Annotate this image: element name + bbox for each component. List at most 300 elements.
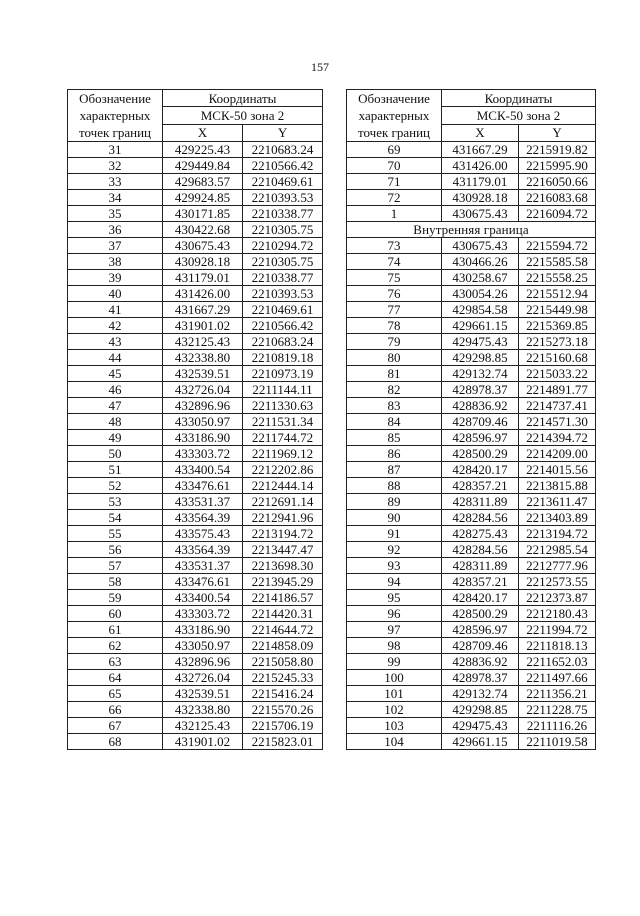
point-number-cell: 91 [347, 526, 442, 542]
table-row [347, 574, 596, 590]
coordinates-table-left [67, 89, 323, 750]
table-row [68, 254, 323, 270]
y-coordinate-cell: 2211531.34 [243, 414, 323, 430]
x-column-header: X [442, 124, 519, 141]
y-coordinate-cell: 2216083.68 [519, 190, 596, 206]
table-row [347, 670, 596, 686]
point-number-cell: 90 [347, 510, 442, 526]
point-number-cell: 94 [347, 574, 442, 590]
y-coordinate-cell: 2215919.82 [519, 142, 596, 158]
x-coordinate-cell: 433476.61 [163, 574, 243, 590]
point-number-cell: 58 [68, 574, 163, 590]
y-coordinate-cell: 2212180.43 [519, 606, 596, 622]
table-row [68, 654, 323, 670]
y-coordinate-cell: 2212373.87 [519, 590, 596, 606]
point-number-cell: 80 [347, 350, 442, 366]
point-number-cell: 62 [68, 638, 163, 654]
table-body [68, 142, 323, 750]
y-coordinate-cell: 2215558.25 [519, 270, 596, 286]
table-row [68, 446, 323, 462]
y-coordinate-cell: 2214420.31 [243, 606, 323, 622]
x-coordinate-cell: 430675.43 [163, 238, 243, 254]
point-number-cell: 54 [68, 510, 163, 526]
point-number-cell: 97 [347, 622, 442, 638]
table-row [347, 158, 596, 174]
point-number-cell: 76 [347, 286, 442, 302]
x-coordinate-cell: 433400.54 [163, 462, 243, 478]
point-number-cell: 102 [347, 702, 442, 718]
point-number-cell: 88 [347, 478, 442, 494]
table-row [347, 414, 596, 430]
table-row [68, 558, 323, 574]
table-row [347, 590, 596, 606]
x-coordinate-cell: 430171.85 [163, 206, 243, 222]
x-coordinate-cell: 429661.15 [442, 734, 519, 750]
table-row [347, 606, 596, 622]
x-coordinate-cell: 433564.39 [163, 542, 243, 558]
y-column-header: Y [243, 124, 323, 141]
y-coordinate-cell: 2215273.18 [519, 334, 596, 350]
x-coordinate-cell: 428311.89 [442, 558, 519, 574]
point-number-cell: 52 [68, 478, 163, 494]
point-number-cell: 100 [347, 670, 442, 686]
y-coordinate-cell: 2215033.22 [519, 366, 596, 382]
point-number-cell: 50 [68, 446, 163, 462]
table-row [68, 206, 323, 222]
y-coordinate-cell: 2212691.14 [243, 494, 323, 510]
point-designation-header: Обозначение характерных точек границ [347, 90, 442, 142]
x-coordinate-cell: 431667.29 [442, 142, 519, 158]
table-row [68, 158, 323, 174]
table-row [68, 142, 323, 158]
x-coordinate-cell: 429225.43 [163, 142, 243, 158]
y-coordinate-cell: 2211497.66 [519, 670, 596, 686]
point-number-cell: 66 [68, 702, 163, 718]
y-coordinate-cell: 2214644.72 [243, 622, 323, 638]
point-number-cell: 48 [68, 414, 163, 430]
table-row [347, 382, 596, 398]
point-number-cell: 69 [347, 142, 442, 158]
y-coordinate-cell: 2214394.72 [519, 430, 596, 446]
x-coordinate-cell: 429298.85 [442, 702, 519, 718]
x-coordinate-cell: 428709.46 [442, 638, 519, 654]
y-coordinate-cell: 2215369.85 [519, 318, 596, 334]
y-coordinate-cell: 2210338.77 [243, 206, 323, 222]
x-coordinate-cell: 433186.90 [163, 622, 243, 638]
x-coordinate-cell: 429475.43 [442, 334, 519, 350]
x-coordinate-cell: 428275.43 [442, 526, 519, 542]
y-coordinate-cell: 2211144.11 [243, 382, 323, 398]
x-coordinate-cell: 432726.04 [163, 670, 243, 686]
table-row [347, 318, 596, 334]
table-row [68, 494, 323, 510]
table-row [347, 622, 596, 638]
point-number-cell: 36 [68, 222, 163, 238]
y-coordinate-cell: 2215449.98 [519, 302, 596, 318]
y-coordinate-cell: 2211744.72 [243, 430, 323, 446]
y-coordinate-cell: 2215416.24 [243, 686, 323, 702]
point-number-cell: 82 [347, 382, 442, 398]
point-number-cell: 63 [68, 654, 163, 670]
table-row [347, 478, 596, 494]
x-coordinate-cell: 429298.85 [442, 350, 519, 366]
point-number-cell: 46 [68, 382, 163, 398]
point-number-cell: 86 [347, 446, 442, 462]
y-coordinate-cell: 2210338.77 [243, 270, 323, 286]
y-coordinate-cell: 2213194.72 [519, 526, 596, 542]
x-coordinate-cell: 432896.96 [163, 398, 243, 414]
y-coordinate-cell: 2212573.55 [519, 574, 596, 590]
table-row [347, 238, 596, 254]
x-coordinate-cell: 428420.17 [442, 462, 519, 478]
x-coordinate-cell: 428284.56 [442, 510, 519, 526]
table-row [68, 414, 323, 430]
x-coordinate-cell: 430928.18 [163, 254, 243, 270]
table-row [68, 622, 323, 638]
table-row [347, 638, 596, 654]
point-number-cell: 32 [68, 158, 163, 174]
page-number: 157 [311, 60, 329, 74]
x-coordinate-cell: 428500.29 [442, 606, 519, 622]
y-coordinate-cell: 2211652.03 [519, 654, 596, 670]
point-number-cell: 64 [68, 670, 163, 686]
x-coordinate-cell: 433303.72 [163, 606, 243, 622]
x-coordinate-cell: 430675.43 [442, 206, 519, 222]
x-coordinate-cell: 431426.00 [442, 158, 519, 174]
x-coordinate-cell: 428357.21 [442, 574, 519, 590]
y-coordinate-cell: 2214891.77 [519, 382, 596, 398]
point-number-cell: 93 [347, 558, 442, 574]
point-number-cell: 44 [68, 350, 163, 366]
x-coordinate-cell: 432338.80 [163, 702, 243, 718]
table-row [347, 686, 596, 702]
x-coordinate-cell: 428500.29 [442, 446, 519, 462]
x-coordinate-cell: 431667.29 [163, 302, 243, 318]
table-row [347, 542, 596, 558]
y-coordinate-cell: 2210566.42 [243, 318, 323, 334]
x-coordinate-cell: 433564.39 [163, 510, 243, 526]
point-number-cell: 34 [68, 190, 163, 206]
point-number-cell: 33 [68, 174, 163, 190]
table-body [347, 142, 596, 750]
x-coordinate-cell: 431901.02 [163, 318, 243, 334]
table-row [68, 430, 323, 446]
y-coordinate-cell: 2210393.53 [243, 190, 323, 206]
x-coordinate-cell: 432726.04 [163, 382, 243, 398]
table-row [68, 366, 323, 382]
point-number-cell: 101 [347, 686, 442, 702]
coordinates-header: Координаты [442, 90, 596, 107]
y-coordinate-cell: 2214186.57 [243, 590, 323, 606]
point-number-cell: 57 [68, 558, 163, 574]
point-number-cell: 96 [347, 606, 442, 622]
table-row [68, 670, 323, 686]
table-row [68, 718, 323, 734]
y-coordinate-cell: 2210393.53 [243, 286, 323, 302]
x-coordinate-cell: 428311.89 [442, 494, 519, 510]
x-coordinate-cell: 433531.37 [163, 494, 243, 510]
x-coordinate-cell: 430258.67 [442, 270, 519, 286]
y-coordinate-cell: 2211228.75 [519, 702, 596, 718]
y-coordinate-cell: 2215823.01 [243, 734, 323, 750]
y-coordinate-cell: 2214858.09 [243, 638, 323, 654]
point-number-cell: 61 [68, 622, 163, 638]
x-coordinate-cell: 431901.02 [163, 734, 243, 750]
x-coordinate-cell: 428596.97 [442, 430, 519, 446]
point-number-cell: 99 [347, 654, 442, 670]
y-coordinate-cell: 2212985.54 [519, 542, 596, 558]
y-coordinate-cell: 2215585.58 [519, 254, 596, 270]
table-row [68, 590, 323, 606]
y-coordinate-cell: 2213698.30 [243, 558, 323, 574]
point-number-cell: 42 [68, 318, 163, 334]
x-coordinate-cell: 428284.56 [442, 542, 519, 558]
x-coordinate-cell: 428596.97 [442, 622, 519, 638]
point-number-cell: 40 [68, 286, 163, 302]
table-row [68, 606, 323, 622]
table-row [68, 510, 323, 526]
point-number-cell: 78 [347, 318, 442, 334]
x-coordinate-cell: 432125.43 [163, 334, 243, 350]
table-row [68, 638, 323, 654]
point-number-cell: 83 [347, 398, 442, 414]
point-number-cell: 65 [68, 686, 163, 702]
y-coordinate-cell: 2213194.72 [243, 526, 323, 542]
point-designation-header: Обозначение характерных точек границ [68, 90, 163, 142]
x-coordinate-cell: 429132.74 [442, 686, 519, 702]
point-number-cell: 73 [347, 238, 442, 254]
y-coordinate-cell: 2211994.72 [519, 622, 596, 638]
point-number-cell: 39 [68, 270, 163, 286]
y-coordinate-cell: 2213403.89 [519, 510, 596, 526]
point-number-cell: 31 [68, 142, 163, 158]
y-coordinate-cell: 2211356.21 [519, 686, 596, 702]
x-coordinate-cell: 428357.21 [442, 478, 519, 494]
x-coordinate-cell: 433186.90 [163, 430, 243, 446]
table-row [68, 462, 323, 478]
table-row [68, 526, 323, 542]
point-number-cell: 60 [68, 606, 163, 622]
y-coordinate-cell: 2212444.14 [243, 478, 323, 494]
point-number-cell: 43 [68, 334, 163, 350]
table-row [68, 574, 323, 590]
point-number-cell: 77 [347, 302, 442, 318]
y-coordinate-cell: 2215706.19 [243, 718, 323, 734]
x-coordinate-cell: 432896.96 [163, 654, 243, 670]
table-row [347, 398, 596, 414]
y-coordinate-cell: 2215995.90 [519, 158, 596, 174]
x-coordinate-cell: 433050.97 [163, 414, 243, 430]
x-coordinate-cell: 433476.61 [163, 478, 243, 494]
y-coordinate-cell: 2213945.29 [243, 574, 323, 590]
table-row [68, 686, 323, 702]
y-coordinate-cell: 2215594.72 [519, 238, 596, 254]
point-number-cell: 81 [347, 366, 442, 382]
y-coordinate-cell: 2211969.12 [243, 446, 323, 462]
x-coordinate-cell: 431426.00 [163, 286, 243, 302]
point-number-cell: 51 [68, 462, 163, 478]
x-coordinate-cell: 432539.51 [163, 686, 243, 702]
point-number-cell: 85 [347, 430, 442, 446]
y-coordinate-cell: 2213815.88 [519, 478, 596, 494]
y-coordinate-cell: 2210566.42 [243, 158, 323, 174]
table-row [68, 398, 323, 414]
y-coordinate-cell: 2212777.96 [519, 558, 596, 574]
y-coordinate-cell: 2210469.61 [243, 302, 323, 318]
point-number-cell: 59 [68, 590, 163, 606]
y-coordinate-cell: 2214571.30 [519, 414, 596, 430]
y-coordinate-cell: 2211818.13 [519, 638, 596, 654]
y-coordinate-cell: 2211330.63 [243, 398, 323, 414]
x-coordinate-cell: 430675.43 [442, 238, 519, 254]
y-coordinate-cell: 2210973.19 [243, 366, 323, 382]
y-coordinate-cell: 2213447.47 [243, 542, 323, 558]
table-row [347, 462, 596, 478]
x-coordinate-cell: 429854.58 [442, 302, 519, 318]
table-row [68, 190, 323, 206]
y-coordinate-cell: 2211019.58 [519, 734, 596, 750]
point-number-cell: 98 [347, 638, 442, 654]
x-coordinate-cell: 429683.57 [163, 174, 243, 190]
x-coordinate-cell: 429661.15 [442, 318, 519, 334]
x-coordinate-cell: 433050.97 [163, 638, 243, 654]
coordinate-system-header: МСК-50 зона 2 [442, 107, 596, 124]
coordinate-system-header: МСК-50 зона 2 [163, 107, 323, 124]
table-row [68, 478, 323, 494]
table-row [68, 222, 323, 238]
y-coordinate-cell: 2215058.80 [243, 654, 323, 670]
point-number-cell: 95 [347, 590, 442, 606]
x-coordinate-cell: 432125.43 [163, 718, 243, 734]
x-coordinate-cell: 429924.85 [163, 190, 243, 206]
table-row [68, 238, 323, 254]
table-row [68, 382, 323, 398]
point-number-cell: 71 [347, 174, 442, 190]
table-row [68, 334, 323, 350]
y-coordinate-cell: 2216094.72 [519, 206, 596, 222]
x-coordinate-cell: 428978.37 [442, 382, 519, 398]
point-number-cell: 70 [347, 158, 442, 174]
x-coordinate-cell: 430466.26 [442, 254, 519, 270]
table-row [347, 254, 596, 270]
x-coordinate-cell: 433531.37 [163, 558, 243, 574]
y-coordinate-cell: 2214015.56 [519, 462, 596, 478]
table-row [347, 142, 596, 158]
coordinates-table-right [346, 89, 596, 750]
x-coordinate-cell: 432338.80 [163, 350, 243, 366]
x-coordinate-cell: 428978.37 [442, 670, 519, 686]
coordinates-header: Координаты [163, 90, 323, 107]
x-coordinate-cell: 433575.43 [163, 526, 243, 542]
x-coordinate-cell: 429475.43 [442, 718, 519, 734]
x-coordinate-cell: 429449.84 [163, 158, 243, 174]
point-number-cell: 79 [347, 334, 442, 350]
y-coordinate-cell: 2214737.41 [519, 398, 596, 414]
point-number-cell: 68 [68, 734, 163, 750]
table-row [347, 174, 596, 190]
table-row [68, 174, 323, 190]
y-coordinate-cell: 2210305.75 [243, 254, 323, 270]
table-row [68, 318, 323, 334]
x-coordinate-cell: 428836.92 [442, 654, 519, 670]
x-coordinate-cell: 429132.74 [442, 366, 519, 382]
x-coordinate-cell: 433400.54 [163, 590, 243, 606]
table-row [347, 734, 596, 750]
table-row [347, 334, 596, 350]
x-coordinate-cell: 430054.26 [442, 286, 519, 302]
y-coordinate-cell: 2215512.94 [519, 286, 596, 302]
table-row [68, 734, 323, 750]
point-number-cell: 55 [68, 526, 163, 542]
y-coordinate-cell: 2210294.72 [243, 238, 323, 254]
point-number-cell: 72 [347, 190, 442, 206]
y-coordinate-cell: 2215570.26 [243, 702, 323, 718]
point-number-cell: 89 [347, 494, 442, 510]
y-coordinate-cell: 2211116.26 [519, 718, 596, 734]
x-coordinate-cell: 430422.68 [163, 222, 243, 238]
table-row [347, 526, 596, 542]
point-number-cell: 92 [347, 542, 442, 558]
point-number-cell: 75 [347, 270, 442, 286]
point-number-cell: 41 [68, 302, 163, 318]
point-number-cell: 53 [68, 494, 163, 510]
table-row [347, 494, 596, 510]
point-number-cell: 47 [68, 398, 163, 414]
table-row [347, 702, 596, 718]
y-coordinate-cell: 2212202.86 [243, 462, 323, 478]
table-row [68, 302, 323, 318]
y-column-header: Y [519, 124, 596, 141]
table-row [68, 286, 323, 302]
point-number-cell: 1 [347, 206, 442, 222]
point-number-cell: 35 [68, 206, 163, 222]
table-row [68, 702, 323, 718]
y-coordinate-cell: 2210683.24 [243, 334, 323, 350]
point-number-cell: 74 [347, 254, 442, 270]
x-coordinate-cell: 431179.01 [163, 270, 243, 286]
point-number-cell: 84 [347, 414, 442, 430]
y-coordinate-cell: 2210305.75 [243, 222, 323, 238]
y-coordinate-cell: 2213611.47 [519, 494, 596, 510]
x-column-header: X [163, 124, 243, 141]
section-row [347, 222, 596, 238]
y-coordinate-cell: 2210683.24 [243, 142, 323, 158]
point-number-cell: 103 [347, 718, 442, 734]
x-coordinate-cell: 428836.92 [442, 398, 519, 414]
x-coordinate-cell: 430928.18 [442, 190, 519, 206]
table-row [347, 270, 596, 286]
table-row [68, 350, 323, 366]
point-number-cell: 38 [68, 254, 163, 270]
table-header [68, 90, 323, 142]
y-coordinate-cell: 2210469.61 [243, 174, 323, 190]
y-coordinate-cell: 2215245.33 [243, 670, 323, 686]
x-coordinate-cell: 432539.51 [163, 366, 243, 382]
table-row [347, 350, 596, 366]
x-coordinate-cell: 431179.01 [442, 174, 519, 190]
point-number-cell: 56 [68, 542, 163, 558]
x-coordinate-cell: 428420.17 [442, 590, 519, 606]
table-row [347, 286, 596, 302]
table-row [347, 366, 596, 382]
y-coordinate-cell: 2214209.00 [519, 446, 596, 462]
table-row [347, 446, 596, 462]
x-coordinate-cell: 428709.46 [442, 414, 519, 430]
inner-boundary-label: Внутренняя граница [347, 222, 596, 238]
x-coordinate-cell: 433303.72 [163, 446, 243, 462]
table-row [347, 302, 596, 318]
y-coordinate-cell: 2215160.68 [519, 350, 596, 366]
